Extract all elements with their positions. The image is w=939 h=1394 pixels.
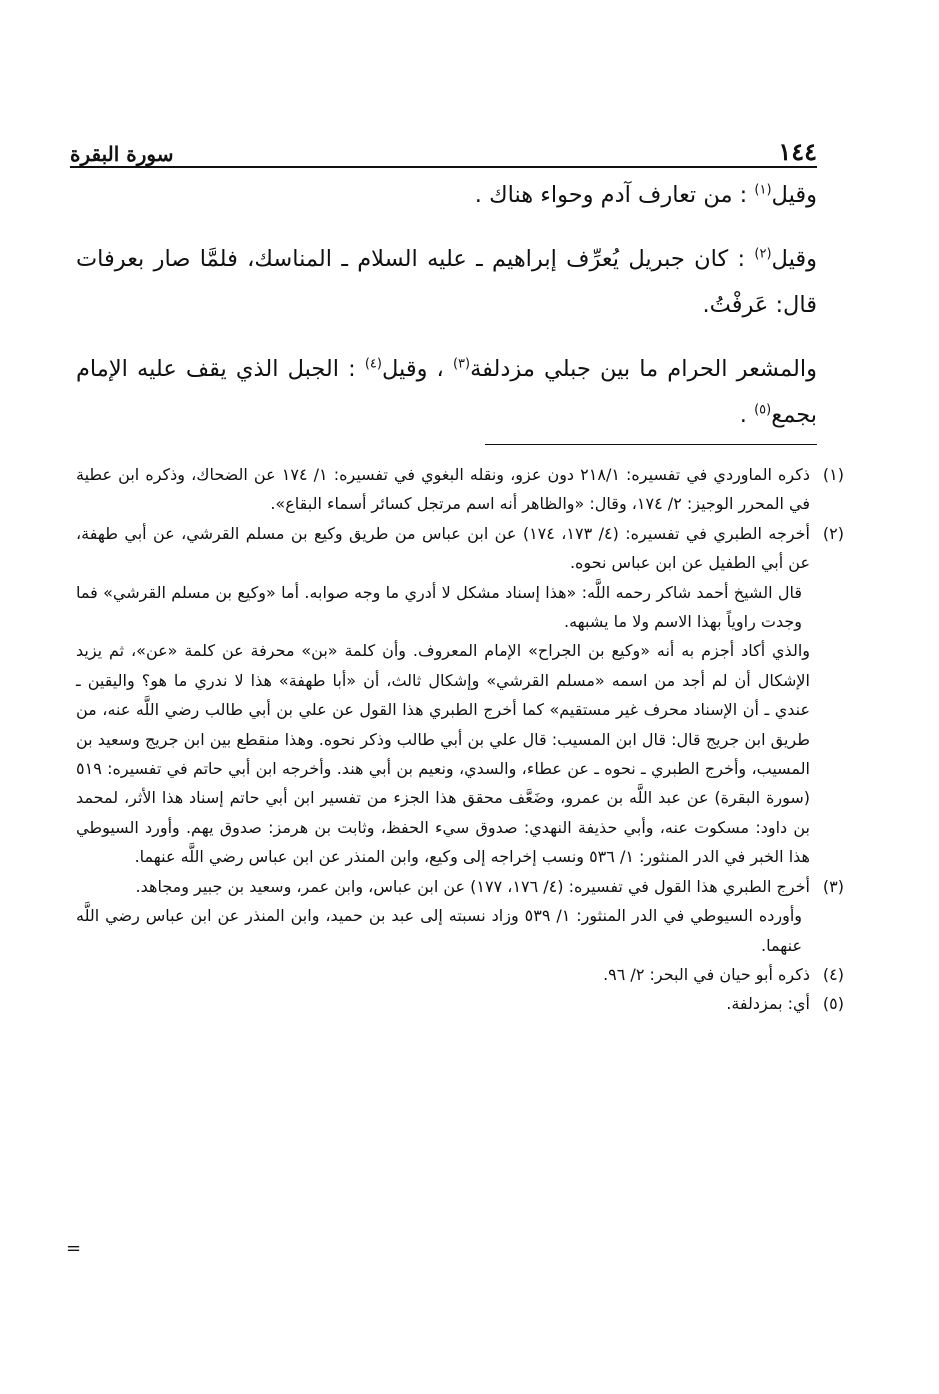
page-number: ١٤٤ <box>778 137 817 166</box>
footnote-text: ذكره الماوردي في تفسيره: ٢١٨/١ دون عزو، ونقله البغوي في تفسيره: ١/ ١٧٤ عن الضحاك، وذكره ابن عطية في المحرر الوجيز: ٢/ ١٧٤، وقال: «والظاهر أنه اسم مرتجل كسائر أسماء البقاع». <box>76 465 811 514</box>
footnote-item <box>76 460 844 519</box>
footnote-item <box>76 872 844 960</box>
footnote-number: (٤) <box>822 964 844 984</box>
paragraph-text: ، وقيل <box>381 356 453 382</box>
header-rule <box>70 166 817 168</box>
footnote-text: أخرجه الطبري في تفسيره: (٤/ ١٧٣، ١٧٤) عن ابن عباس من طريق وكيع بن مسلم القرشي، عن أبي طهفة، عن أبي الطفيل عن ابن عباس نحوه. <box>76 523 810 573</box>
footnote-ref: (١) <box>754 182 772 198</box>
main-text <box>76 172 817 438</box>
footnote-text: أي: بمزدلفة. <box>726 994 810 1014</box>
page-header <box>70 130 817 166</box>
footnote-ref: (٤) <box>364 356 382 372</box>
main-paragraph <box>76 236 817 328</box>
footnote-text: وأورده السيوطي في الدر المنثور: ١/ ٥٣٩ وزاد نسبته إلى عبد بن حميد، وابن المنذر عن ابن عباس رضي اللَّه عنهما. <box>76 906 802 955</box>
footnote-body <box>76 989 810 1018</box>
main-paragraph <box>76 172 817 218</box>
paragraph-text: : كان جبريل يُعرِّف إبراهيم ـ عليه السلام ـ المناسك، فلمَّا صار بعرفات قال: عَرفْتُ. <box>76 246 817 318</box>
footnote-item <box>76 960 844 989</box>
footnote-number: (٣) <box>822 876 844 896</box>
footnote-body <box>76 960 810 989</box>
continuation-mark: = <box>66 1238 82 1259</box>
footnote-ref: (٥) <box>754 402 772 418</box>
main-paragraph <box>76 346 817 438</box>
paragraph-text: : من تعارف آدم وحواء هناك . <box>474 182 755 208</box>
footnote-item <box>76 519 844 872</box>
paragraph-text: وقيل <box>771 246 817 272</box>
running-title: سورة البقرة <box>70 142 174 166</box>
paragraph-text: وقيل <box>771 182 817 208</box>
footnote-number: (٥) <box>822 994 844 1014</box>
footnote-text: ذكره أبو حيان في البحر: ٢/ ٩٦. <box>603 964 810 984</box>
footnotes <box>76 460 844 1019</box>
footnote-body <box>76 460 810 519</box>
footnote-text: والذي أكاد أجزم به أنه «وكيع بن الجراح» الإمام المعروف. وأن كلمة «بن» محرفة عن كلمة «عن»، ثم يزيد الإشكال أن لم أجد من اسمه «مسلم القرشي» وإشكال ثالث، أن «أبا طهفة» هذا لا ندري ما هو؟ واليقين ـ عندي ـ أن الإسناد محرف غير مستقيم» كما أخرج الطبري هذا القول عن علي بن أبي طالب رضي اللَّه عنه، من طريق ابن جريج قال: قال ابن المسيب: قال علي بن أبي طالب وذكر نحوه. وهذا منقطع بين ابن جريج وسعيد بن المسيب، وأخرج الطبري ـ نحوه ـ عن عطاء، والسدي، ونعيم بن أبي هند. وأخرجه ابن أبي حاتم في تفسيره: ٥١٩ (سورة البقرة) عن عبد اللَّه بن عمرو، وضَعَّف محقق هذا الجزء من تفسير ابن أبي حاتم إسناد هذا الأثر، لمحمد بن داود: مسكوت عنه، وأبي حذيفة النهدي: صدوق سيء الحفظ، وثابت بن هرمز: صدوق يهم. وأورد السيوطي هذا الخبر في الدر المنثور: ١/ ٥٣٦ ونسب إخراجه إلى وكيع، وابن المنذر عن ابن عباس رضي اللَّه عنهما. <box>76 641 810 867</box>
footnote-number: (١) <box>822 465 844 484</box>
footnote-text: أخرج الطبري هذا القول في تفسيره: (٤/ ١٧٦، ١٧٧) عن ابن عباس، وابن عمر، وسعيد بن جبير ومجاهد. <box>135 876 810 896</box>
footnote-ref: (٢) <box>754 246 772 262</box>
footnote-body <box>76 519 810 872</box>
paragraph-text: والمشعر الحرام ما بين جبلي مزدلفة <box>470 356 817 382</box>
footnote-ref: (٣) <box>452 356 471 372</box>
footnote-text: قال الشيخ أحمد شاكر رحمه اللَّه: «هذا إسناد مشكل لا أدري ما وجه صوابه. أما «وكيع بن مسلم القرشي» فما وجدت راوياً بهذا الاسم ولا ما يشبهه. <box>76 582 802 632</box>
paragraph-text: : الجبل الذي يقف عليه الإمام بجمع <box>76 356 817 428</box>
footnote-separator <box>485 444 817 445</box>
footnote-item <box>76 989 844 1018</box>
footnote-number: (٢) <box>822 523 844 543</box>
paragraph-text: . <box>739 402 755 428</box>
footnote-body <box>76 872 810 960</box>
